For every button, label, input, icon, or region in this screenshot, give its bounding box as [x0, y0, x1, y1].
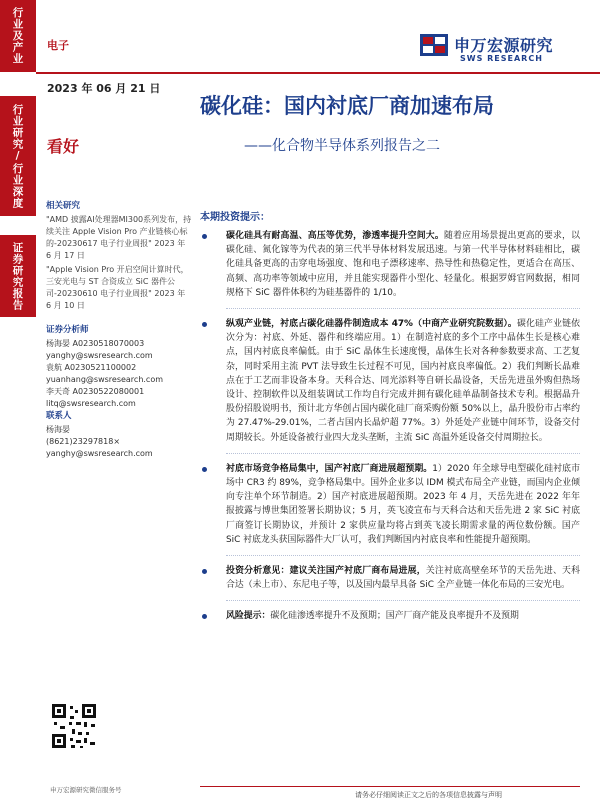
bullet-lead: 衬底市场竞争格局集中，国产衬底厂商进展超预期。	[226, 463, 433, 474]
footer-divider	[200, 786, 580, 787]
related-report-link[interactable]: "Apple Vision Pro 开启空间计算时代，三安光电与 ST 合资成立 SiC 器件公司-20230610 电子行业周报" 2023 年 6 月 10 日	[46, 265, 189, 310]
report-date: 2023 年 06 月 21 日	[47, 82, 161, 95]
related-research-heading: 相关研究	[46, 201, 81, 211]
bullet-divider	[226, 600, 580, 601]
qr-caption: 申万宏源研究微信服务号	[50, 786, 122, 794]
bullet-divider	[226, 453, 580, 454]
related-report-link[interactable]: "AMD 披露AI处理器MI300系列发布，持续关注 Apple Vision Pro 产业链核心标的-20230617 电子行业周报" 2023 年 6 月 17 日	[46, 215, 192, 260]
bullet-lead: 风险提示：	[226, 611, 271, 622]
qr-code-icon	[50, 702, 98, 750]
category-block-report-type: 证券研究报告	[0, 235, 36, 317]
bullet-text: 随着应用场景提出更高的要求，以碳化硅、氮化镓等为代表的第三代半导体材料发展迅速。与第一代半导体材料硅相比，碳化硅具备更高的击穿电场强度、饱和电子漂移速率、热导性和热稳定性，更适合在高压、高频、高功率等领域中应用，并且能实现器件小型化、轻量化。根据罗姆官网数据，相同规格下 SiC 器件体积约为硅基器件的 1/10。	[226, 231, 581, 298]
summary-bullet	[200, 317, 580, 445]
bullet-text: 碳化硅渗透率提升不及预期；国产厂商产能及良率提升不及预期	[270, 611, 519, 622]
bullet-text: 1）2020 年全球导电型碳化硅衬底市场中 CR3 约 89%，竞争格局集中。国外企业多以 IDM 模式布局全产业链，而国内企业倾向专注单个环节制造。2）国产衬底进展超预期。2023 年 4 月，天岳先进在 2022 年年报披露与博世集团签署长期协议；5 月，英飞凌宣布与天科合达和天岳先进 2 家 SiC 衬底厂商签订长期协议，并预计 2 家供应量均将占到英飞凌长期需求量的两位数份额。国产 SiC 衬底龙头获国际器件大厂认可，我们判断国内衬底良率和性能提升超预期。	[226, 463, 580, 545]
analyst-line: 李天奇 A0230522080001	[46, 387, 145, 396]
summary-bullet	[200, 609, 580, 623]
contact-heading: 联系人	[46, 411, 72, 421]
investment-summary	[200, 208, 580, 632]
bullet-lead: 纵观产业链，衬底占碳化硅器件制造成本 47%（中商产业研究院数据）。	[226, 319, 517, 330]
sidebar	[46, 200, 192, 460]
header-divider	[36, 72, 600, 74]
bullet-lead: 碳化硅具有耐高温、高压等优势，渗透率提升空间大。	[226, 231, 444, 241]
analyst-heading: 证券分析师	[46, 325, 89, 335]
bullet-lead: 投资分析意见：建议关注国产衬底厂商布局进展，	[226, 566, 426, 577]
summary-bullet	[200, 462, 580, 547]
analyst-email[interactable]: yuanhang@swsresearch.com	[46, 375, 164, 384]
report-subtitle: ——化合物半导体系列报告之二	[244, 138, 440, 154]
contact-email[interactable]: yanghy@swsresearch.com	[46, 449, 153, 458]
bullet-text: 碳化硅产业链依次分为：衬底、外延、器件和终端应用。1）在制造衬底的多个工序中晶体生长是核心难点，国内衬底良率偏低。由于 SiC 晶体生长速度慢，晶体生长对各种参数要求高、工艺复杂，同时采用主流 PVT 法导致生长过程不可见，国内衬底良率偏低。2）我们判断长晶难点在于工艺而非设备本身。天科合达、同光添料等自研长晶设备，天岳先进虽外购但热场设计、控制软件以及组装调试工作均自行完成并拥有碳化硅单晶制备技术专利。根据晶升股份招股说明书，预计北方华创占国内碳化硅厂商采购份额 50%以上，晶升股份市占率约为 27.47%-29.01%，二者占国内长晶炉超 77%。3）外延处产业链中间环节，设备交付周期较长。外延设备被行业四大龙头垄断，主流 SiC 高温外延设备交付周期拉长。	[226, 319, 580, 443]
bullet-divider	[226, 308, 580, 309]
contact-phone: (8621)23297818×	[46, 437, 121, 446]
category-block-industry: 行业及产业	[0, 0, 36, 72]
bullet-divider	[226, 555, 580, 556]
analyst-line: 杨海晏 A0230518070003	[46, 339, 145, 348]
brand-name-cn: 申万宏源研究	[454, 36, 554, 55]
contact-name: 杨海晏	[46, 425, 70, 434]
rating-label: 看好	[47, 137, 80, 156]
analyst-email[interactable]: yanghy@swsresearch.com	[46, 351, 153, 360]
summary-bullet	[200, 564, 580, 592]
brand-logo-icon	[420, 34, 448, 56]
category-block-research-type: 行业研究/行业深度	[0, 96, 36, 216]
report-title: 碳化硅：国内衬底厂商加速布局	[200, 94, 494, 118]
bullet-text: 关注衬底高壁垒环节的天岳先进、天科合达（未上市）、东尼电子等，以及国内最早具备 SiC 全产业链一体化布局的三安光电。	[226, 566, 581, 591]
analyst-line: 袁航 A0230521100002	[46, 363, 137, 372]
analyst-email[interactable]: litq@swsresearch.com	[46, 399, 136, 408]
disclaimer-note: 请务必仔细阅读正文之后的各项信息披露与声明	[355, 791, 502, 799]
brand-name-en: SWS RESEARCH	[460, 54, 543, 63]
summary-heading: 本期投资提示：	[200, 212, 270, 223]
brand-logo	[420, 30, 580, 70]
summary-bullet	[200, 229, 580, 300]
left-category-band	[0, 0, 36, 800]
sector-label: 电子	[47, 39, 69, 52]
